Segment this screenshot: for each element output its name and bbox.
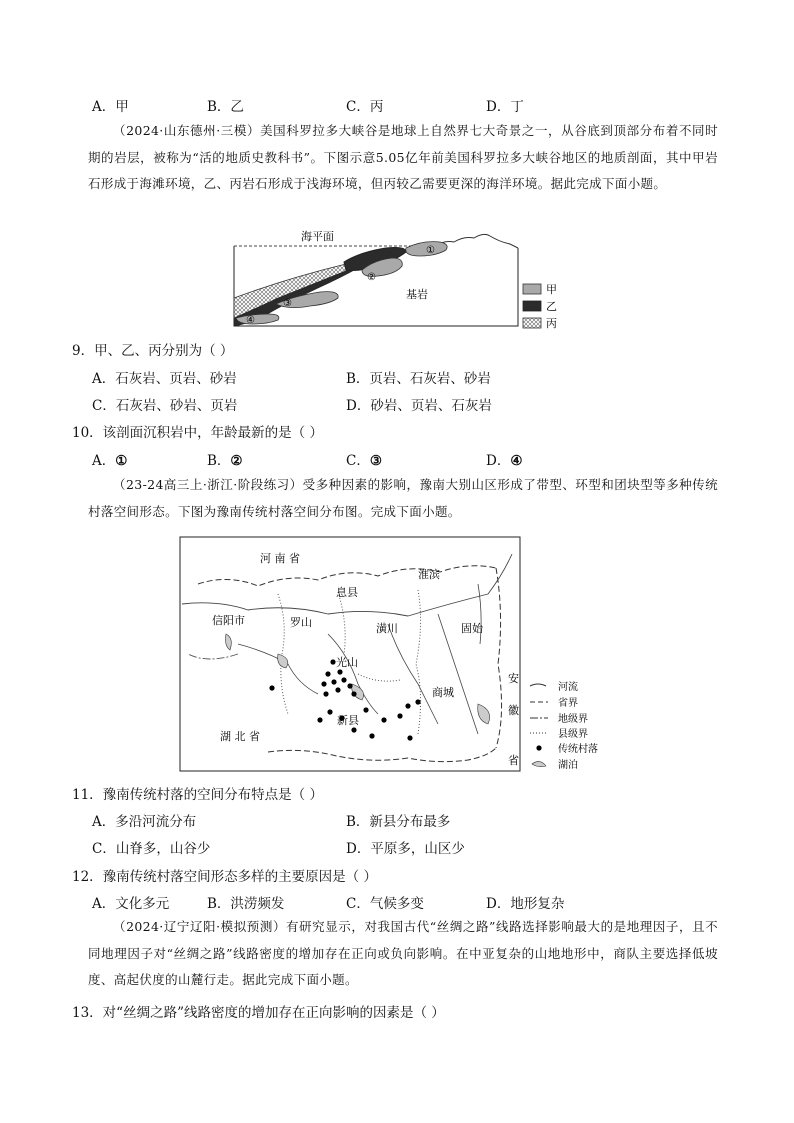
- label-xinxian: 新县: [337, 714, 359, 727]
- village-dot: [405, 703, 410, 708]
- village-dot: [330, 659, 335, 664]
- village-dot: [341, 677, 346, 682]
- label-shangcheng: 商城: [432, 686, 454, 699]
- legend-lake-label: 湖泊: [558, 760, 578, 771]
- intro-henan: （23-24高三上·浙江·阶段练习）受多种因素的影响，豫南大别山区形成了带型、环型和团块型等多种传统村落空间形态。下图为豫南传统村落空间分布图。完成下面小题。: [88, 477, 718, 519]
- bedrock-label: 基岩: [406, 288, 428, 301]
- label-hubei: 湖 北 省: [220, 730, 260, 743]
- legend-province-label: 省界: [558, 698, 578, 709]
- village-dot: [363, 707, 368, 712]
- q9-option-d[interactable]: D．砂岩、页岩、石灰岩: [346, 398, 492, 414]
- legend-bing-swatch: [523, 318, 541, 328]
- village-dot: [351, 727, 356, 732]
- q8-option-a[interactable]: A．甲: [92, 99, 129, 115]
- village-dot: [317, 717, 322, 722]
- q11-option-c[interactable]: C．山脊多，山谷少: [92, 841, 211, 857]
- q9-option-c[interactable]: C．石灰岩、砂岩、页岩: [92, 398, 238, 414]
- label-an: 安: [508, 672, 519, 685]
- label-4: ④: [246, 315, 255, 326]
- q11-option-a[interactable]: A．多沿河流分布: [92, 814, 197, 830]
- q13-stem: 13．对“丝绸之路”线路密度的增加存在正向影响的因素是（ ）: [72, 1005, 445, 1021]
- legend-county-label: 县级界: [558, 729, 588, 740]
- village-dot: [407, 735, 412, 740]
- village-dot: [337, 669, 342, 674]
- village-dot: [321, 681, 326, 686]
- label-1: ①: [426, 245, 435, 256]
- q10-stem: 10．该剖面沉积岩中，年龄最新的是（ ）: [72, 425, 323, 441]
- intro-grand-canyon: （2024·山东德州·三模）美国科罗拉多大峡谷是地球上自然界七大奇景之一，从谷底到顶部分布着不同时期的岩层，被称为“活的地质史教科书”。下图示意5.05亿年前美国科罗拉多大峡谷地区的地质剖面，其中甲岩石形成于海滩环境，乙、丙岩石形成于浅海环境，但丙较乙需要更深的海洋环境。据此完成下面小题。: [88, 123, 718, 191]
- sea-level-label: 海平面: [301, 230, 334, 243]
- label-hui: 徽: [508, 704, 519, 717]
- q9-stem: 9．甲、乙、丙分别为（ ）: [72, 343, 234, 359]
- village-dot: [335, 687, 340, 692]
- legend-lake-swatch: [532, 761, 546, 766]
- village-dot: [347, 683, 352, 688]
- legend-bing-label: 丙: [546, 317, 557, 330]
- q12-option-d[interactable]: D．地形复杂: [486, 896, 565, 912]
- q12-option-b[interactable]: B．洪涝频发: [207, 896, 285, 912]
- legend-yi-swatch: [523, 301, 541, 311]
- village-dot: [369, 733, 374, 738]
- q12-stem: 12．豫南传统村落空间形态多样的主要原因是（ ）: [72, 869, 377, 885]
- intro-silk-road: （2024·辽宁辽阳·模拟预测）有研究显示，对我国古代“丝绸之路”线路选择影响最大的是地理因子，且不同地理因子对“丝绸之路”线路密度的增加存在正向或负向影响。在中亚复杂的山地地形中，商队主要选择低坡度、高起伏度的山麓行走。据此完成下面小题。: [88, 919, 718, 987]
- legend-prefecture-label: 地级界: [558, 714, 588, 725]
- q11-stem: 11．豫南传统村落的空间分布特点是（ ）: [72, 787, 323, 803]
- q10-option-c[interactable]: C．③: [346, 453, 382, 469]
- q9-option-a[interactable]: A．石灰岩、页岩、砂岩: [92, 371, 237, 387]
- label-gushi: 固始: [461, 622, 483, 635]
- legend-village-label: 传统村落: [558, 744, 598, 755]
- q10-option-b[interactable]: B．②: [207, 453, 243, 469]
- q8-option-b[interactable]: B．乙: [207, 99, 244, 115]
- legend-village-swatch: [536, 745, 541, 750]
- village-dot: [397, 713, 402, 718]
- q12-option-c[interactable]: C．气候多变: [346, 896, 424, 912]
- q10-option-d[interactable]: D．④: [486, 453, 523, 469]
- legend-jia-swatch: [523, 284, 541, 294]
- village-dot: [331, 679, 336, 684]
- label-guangshan: 光山: [336, 656, 358, 669]
- q8-option-c[interactable]: C．丙: [346, 99, 384, 115]
- q11-option-d[interactable]: D．平原多，山区少: [346, 841, 465, 857]
- label-luoshan: 罗山: [290, 616, 312, 629]
- label-huaibin: 淮滨: [418, 568, 440, 581]
- label-huangchuan: 潢川: [376, 622, 398, 635]
- village-dot: [269, 685, 274, 690]
- label-2: ②: [367, 272, 376, 283]
- label-sheng: 省: [508, 754, 519, 767]
- label-3: ③: [283, 298, 292, 309]
- surface-hills: [436, 234, 518, 248]
- legend-river-swatch: [530, 684, 546, 686]
- q11-option-b[interactable]: B．新县分布最多: [346, 814, 451, 830]
- village-dot: [351, 691, 356, 696]
- q9-option-b[interactable]: B．页岩、石灰岩、砂岩: [346, 371, 491, 387]
- village-dot: [325, 671, 330, 676]
- village-dot: [323, 691, 328, 696]
- geologic-profile-figure: [228, 226, 573, 334]
- village-dot: [415, 699, 420, 704]
- label-xixian: 息县: [336, 586, 358, 599]
- legend-yi-label: 乙: [546, 300, 557, 313]
- henan-village-map: [178, 534, 622, 776]
- q10-option-a[interactable]: A．①: [92, 453, 128, 469]
- legend-river-label: 河流: [558, 682, 578, 693]
- q8-option-d[interactable]: D．丁: [486, 99, 524, 115]
- legend-jia-label: 甲: [546, 283, 557, 296]
- q12-option-a[interactable]: A．文化多元: [92, 896, 170, 912]
- village-dot: [381, 717, 386, 722]
- village-dot: [327, 709, 332, 714]
- label-henan: 河 南 省: [260, 552, 300, 565]
- label-xinyang: 信阳市: [212, 614, 245, 627]
